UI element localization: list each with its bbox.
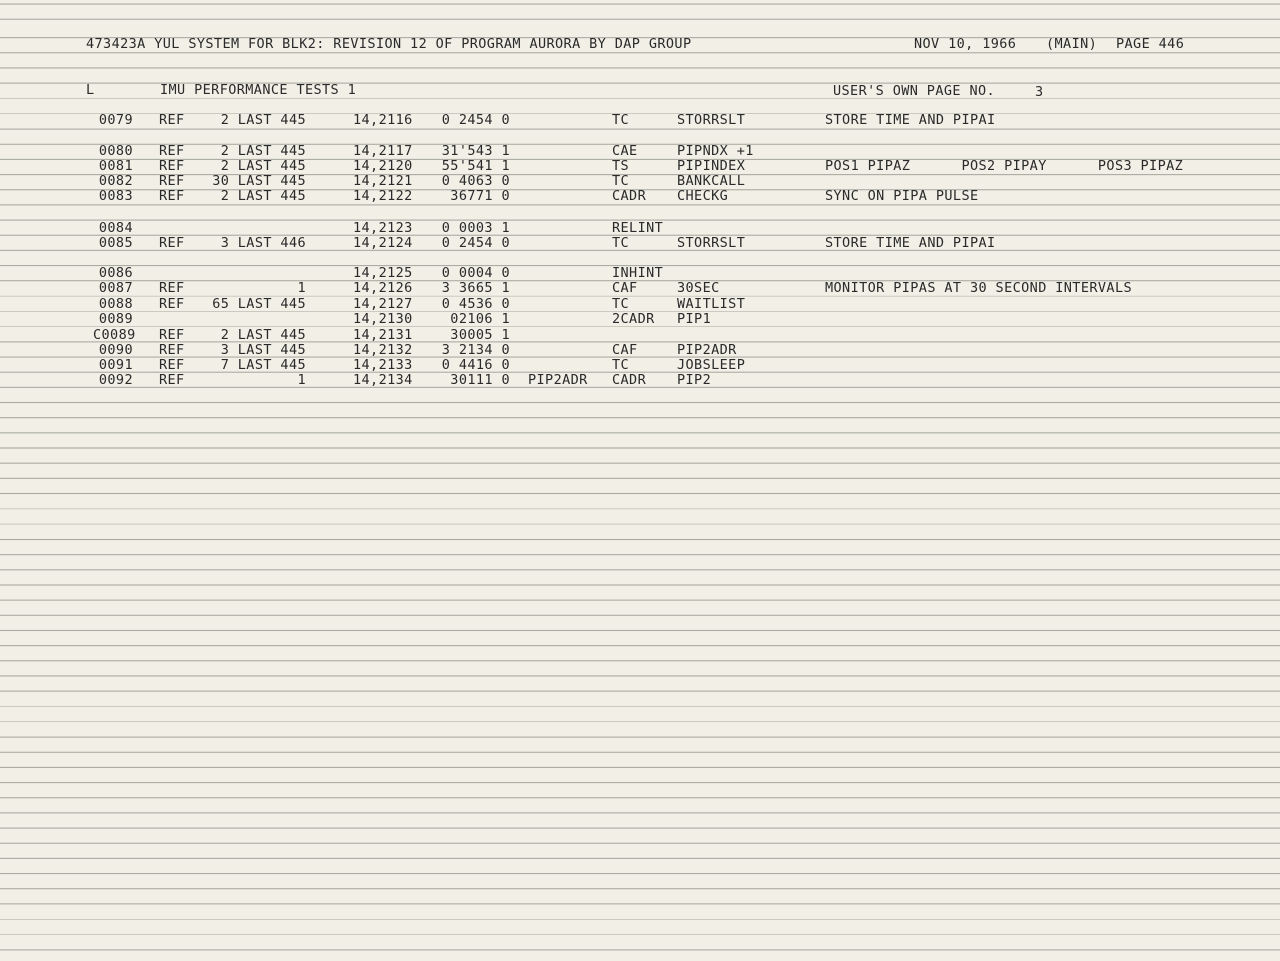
opcode: CAF	[612, 342, 638, 358]
opcode: RELINT	[612, 220, 664, 236]
ref-info: 2 LAST 445	[220, 112, 306, 128]
opcode: TS	[612, 158, 630, 174]
operand: PIP2	[677, 372, 712, 388]
address: 14,2123	[353, 220, 413, 236]
ref-info: 1	[297, 280, 306, 296]
line-number: 0081	[98, 158, 133, 174]
address: 14,2130	[353, 311, 413, 327]
operand: CHECKG	[677, 188, 729, 204]
line-number: 0080	[98, 143, 133, 159]
line-number: C0089	[93, 327, 136, 343]
ref-info: 2 LAST 445	[220, 158, 306, 174]
opcode: TC	[612, 112, 630, 128]
address: 14,2122	[353, 188, 413, 204]
octal-code: 0 4063 0	[441, 173, 510, 189]
octal-code: 30111 0	[450, 372, 510, 388]
address: 14,2126	[353, 280, 413, 296]
address: 14,2125	[353, 265, 413, 281]
octal-code: 0 2454 0	[441, 235, 510, 251]
opcode: TC	[612, 173, 630, 189]
opcode: CAF	[612, 280, 638, 296]
log-section-title: IMU PERFORMANCE TESTS 1	[160, 82, 357, 98]
ref-marker: REF	[159, 112, 185, 128]
octal-code: 55'541 1	[441, 158, 510, 174]
ref-info: 3 LAST 445	[220, 342, 306, 358]
ref-marker: REF	[159, 173, 185, 189]
listing-section: (MAIN)	[1046, 36, 1098, 52]
address: 14,2134	[353, 372, 413, 388]
octal-code: 3 3665 1	[441, 280, 510, 296]
line-number: 0091	[98, 357, 133, 373]
listing-page-number: PAGE 446	[1116, 36, 1185, 52]
octal-code: 0 2454 0	[441, 112, 510, 128]
ref-marker: REF	[159, 342, 185, 358]
operand: WAITLIST	[677, 296, 746, 312]
line-number: 0089	[98, 311, 133, 327]
listing-title: 473423A YUL SYSTEM FOR BLK2: REVISION 12 OF PROGRAM AURORA BY DAP GROUP	[86, 36, 692, 52]
opcode: TC	[612, 296, 630, 312]
comment: MONITOR PIPAS AT 30 SECOND INTERVALS	[825, 280, 1132, 296]
ref-info: 2 LAST 445	[220, 327, 306, 343]
ref-marker: REF	[159, 280, 185, 296]
address: 14,2132	[353, 342, 413, 358]
line-number: 0082	[98, 173, 133, 189]
line-number: 0090	[98, 342, 133, 358]
octal-code: 36771 0	[450, 188, 510, 204]
ref-marker: REF	[159, 372, 185, 388]
opcode: TC	[612, 235, 630, 251]
line-number: 0092	[98, 372, 133, 388]
line-number: 0083	[98, 188, 133, 204]
opcode: CAE	[612, 143, 638, 159]
address: 14,2127	[353, 296, 413, 312]
operand: STORRSLT	[677, 235, 746, 251]
octal-code: 30005 1	[450, 327, 510, 343]
ref-marker: REF	[159, 327, 185, 343]
comment: STORE TIME AND PIPAI	[825, 235, 996, 251]
address: 14,2133	[353, 357, 413, 373]
comment: POS1 PIPAZ POS2 PIPAY POS3 PIPAZ	[825, 158, 1184, 174]
ref-marker: REF	[159, 143, 185, 159]
operand: PIP2ADR	[677, 342, 737, 358]
location-label: PIP2ADR	[528, 372, 588, 388]
operand: JOBSLEEP	[677, 357, 746, 373]
ref-info: 2 LAST 445	[220, 143, 306, 159]
operand: 30SEC	[677, 280, 720, 296]
user-page-number: 3	[1035, 84, 1044, 100]
octal-code: 31'543 1	[441, 143, 510, 159]
line-number: 0079	[98, 112, 133, 128]
operand: PIP1	[677, 311, 712, 327]
comment: STORE TIME AND PIPAI	[825, 112, 996, 128]
ref-marker: REF	[159, 158, 185, 174]
ref-info: 7 LAST 445	[220, 357, 306, 373]
address: 14,2120	[353, 158, 413, 174]
ref-info: 3 LAST 446	[220, 235, 306, 251]
operand: BANKCALL	[677, 173, 746, 189]
listing-date: NOV 10, 1966	[914, 36, 1017, 52]
operand: PIPINDEX	[677, 158, 746, 174]
opcode: CADR	[612, 188, 647, 204]
address: 14,2131	[353, 327, 413, 343]
octal-code: 3 2134 0	[441, 342, 510, 358]
log-section-mark: L	[86, 82, 95, 98]
address: 14,2124	[353, 235, 413, 251]
octal-code: 0 4536 0	[441, 296, 510, 312]
ref-info: 2 LAST 445	[220, 188, 306, 204]
ref-info: 30 LAST 445	[212, 173, 306, 189]
ref-info: 65 LAST 445	[212, 296, 306, 312]
octal-code: 0 4416 0	[441, 357, 510, 373]
line-number: 0085	[98, 235, 133, 251]
address: 14,2116	[353, 112, 413, 128]
line-number: 0088	[98, 296, 133, 312]
opcode: CADR	[612, 372, 647, 388]
opcode: INHINT	[612, 265, 664, 281]
ref-info: 1	[297, 372, 306, 388]
octal-code: 02106 1	[450, 311, 510, 327]
operand: STORRSLT	[677, 112, 746, 128]
line-number: 0086	[98, 265, 133, 281]
ref-marker: REF	[159, 296, 185, 312]
user-page-label: USER'S OWN PAGE NO.	[833, 83, 996, 99]
ref-marker: REF	[159, 235, 185, 251]
address: 14,2121	[353, 173, 413, 189]
ref-marker: REF	[159, 357, 185, 373]
operand: PIPNDX +1	[677, 143, 754, 159]
ref-marker: REF	[159, 188, 185, 204]
octal-code: 0 0004 0	[441, 265, 510, 281]
address: 14,2117	[353, 143, 413, 159]
opcode: 2CADR	[612, 311, 655, 327]
line-number: 0084	[98, 220, 133, 236]
comment: SYNC ON PIPA PULSE	[825, 188, 979, 204]
line-number: 0087	[98, 280, 133, 296]
opcode: TC	[612, 357, 630, 373]
octal-code: 0 0003 1	[441, 220, 510, 236]
